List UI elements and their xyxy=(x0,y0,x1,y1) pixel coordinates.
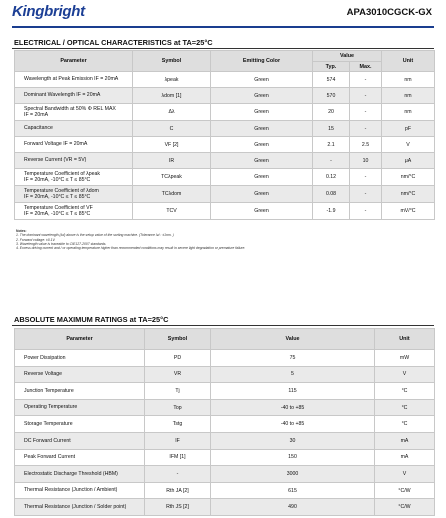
symbol-cell: C xyxy=(133,121,211,137)
parameter-cell: Reverse Voltage xyxy=(15,366,145,383)
emitting-color-cell: Green xyxy=(211,169,313,186)
unit-cell: V xyxy=(375,366,435,383)
parameter-cell: Thermal Resistance (Junction / Solder point) xyxy=(15,499,145,516)
unit-cell: nm xyxy=(382,88,435,104)
table-row xyxy=(15,153,435,169)
table-row xyxy=(15,203,435,220)
col-parameter: Parameter xyxy=(15,51,133,72)
table-row xyxy=(15,366,435,383)
table-row xyxy=(15,72,435,88)
parameter-cell xyxy=(15,88,133,104)
footnote-line: Notes: xyxy=(16,229,27,233)
max-cell: 2.5 xyxy=(350,137,382,153)
unit-cell: mW xyxy=(375,350,435,367)
emitting-color-cell: Green xyxy=(211,137,313,153)
parameter-line: Temperature Coefficient of λpeak xyxy=(24,170,101,177)
emitting-color-cell: Green xyxy=(211,104,313,121)
parameter-line: IF = 20mA, -10°C ≤ T ≤ 85°C xyxy=(24,211,91,217)
typ-cell: 15 xyxy=(313,121,350,137)
table-row xyxy=(15,416,435,433)
header-divider xyxy=(12,26,434,28)
parameter-line: Reverse Current (VR = 5V) xyxy=(24,157,87,164)
parameter-line: Temperature Coefficient of VF xyxy=(24,204,93,211)
unit-cell: nm xyxy=(382,72,435,88)
col-symbol: Symbol xyxy=(145,329,211,350)
unit-cell: pF xyxy=(382,121,435,137)
unit-cell: °C xyxy=(375,416,435,433)
symbol-cell: TCV xyxy=(133,203,211,220)
table-row xyxy=(15,169,435,186)
unit-cell: V xyxy=(375,466,435,483)
unit-cell: nm/°C xyxy=(382,169,435,186)
typ-cell: -1.9 xyxy=(313,203,350,220)
emitting-color-cell: Green xyxy=(211,121,313,137)
typ-cell: 574 xyxy=(313,72,350,88)
unit-cell: nm/°C xyxy=(382,186,435,203)
symbol-cell: IF xyxy=(145,432,211,449)
value-cell: 490 xyxy=(211,499,375,516)
value-cell: 115 xyxy=(211,383,375,400)
value-cell: -40 to +85 xyxy=(211,416,375,433)
parameter-cell: Thermal Resistance (Junction / Ambient) xyxy=(15,482,145,499)
unit-cell: mV/°C xyxy=(382,203,435,220)
col-unit: Unit xyxy=(375,329,435,350)
symbol-cell: VF [2] xyxy=(133,137,211,153)
unit-cell: μA xyxy=(382,153,435,169)
value-cell: 3000 xyxy=(211,466,375,483)
max-cell: - xyxy=(350,169,382,186)
electrical-table xyxy=(14,50,435,220)
typ-cell: - xyxy=(313,153,350,169)
brand-logo: Kingbright xyxy=(12,3,85,20)
symbol-cell: PD xyxy=(145,350,211,367)
value-cell: 5 xyxy=(211,366,375,383)
table-row xyxy=(15,482,435,499)
symbol-cell: TCλdom xyxy=(133,186,211,203)
emitting-color-cell: Green xyxy=(211,186,313,203)
parameter-line: IF = 20mA xyxy=(24,112,49,118)
max-cell: - xyxy=(350,88,382,104)
col-max: Max. xyxy=(350,62,382,72)
col-parameter: Parameter xyxy=(15,329,145,350)
parameter-cell: Junction Temperature xyxy=(15,383,145,400)
footnote-line: 2. Forward voltage: ±0.1V. xyxy=(16,237,56,242)
symbol-cell: VR xyxy=(145,366,211,383)
unit-cell: °C xyxy=(375,383,435,400)
parameter-cell: Electrostatic Discharge Threshold (HBM) xyxy=(15,466,145,483)
symbol-cell: Δλ xyxy=(133,104,211,121)
unit-cell: V xyxy=(382,137,435,153)
footnote-line: 3. Wavelength value is traceable to CIE127-2007 standards. xyxy=(16,241,107,246)
footnotes xyxy=(16,229,245,250)
parameter-cell xyxy=(15,153,133,169)
parameter-line: IF = 20mA, -10°C ≤ T ≤ 85°C xyxy=(24,177,91,183)
footnote-line: 4. Excess driving current and / or operating temperature higher than recommended conditions may result in severe light degradation or premature failure. xyxy=(16,246,246,251)
parameter-line: Temperature Coefficient of λdom xyxy=(24,187,99,194)
value-cell: 30 xyxy=(211,432,375,449)
table-row xyxy=(15,104,435,121)
parameter-cell xyxy=(15,186,133,203)
typ-cell: 0.08 xyxy=(313,186,350,203)
col-value: Value xyxy=(211,329,375,350)
parameter-line: Wavelength at Peak Emission IF = 20mA xyxy=(24,76,119,83)
parameter-cell: Peak Forward Current xyxy=(15,449,145,466)
emitting-color-cell: Green xyxy=(211,153,313,169)
table-row xyxy=(15,432,435,449)
col-symbol: Symbol xyxy=(133,51,211,72)
unit-cell: nm xyxy=(382,104,435,121)
symbol-cell: Rth JS [2] xyxy=(145,499,211,516)
page-header xyxy=(0,0,446,26)
parameter-line: Forward Voltage IF = 20mA xyxy=(24,141,88,148)
emitting-color-cell: Green xyxy=(211,203,313,220)
parameter-line: Spectral Bandwidth at 50% Φ REL MAX xyxy=(24,105,116,112)
parameter-cell: Storage Temperature xyxy=(15,416,145,433)
typ-cell: 2.1 xyxy=(313,137,350,153)
col-value: Value xyxy=(313,51,382,62)
table-row xyxy=(15,466,435,483)
symbol-cell: - xyxy=(145,466,211,483)
unit-cell: °C/W xyxy=(375,499,435,516)
emitting-color-cell: Green xyxy=(211,72,313,88)
table-row xyxy=(15,449,435,466)
absolute-ratings-table xyxy=(14,328,435,516)
value-cell: -40 to +85 xyxy=(211,399,375,416)
value-cell: 150 xyxy=(211,449,375,466)
parameter-cell xyxy=(15,137,133,153)
col-typ: Typ. xyxy=(313,62,350,72)
max-cell: 10 xyxy=(350,153,382,169)
parameter-cell xyxy=(15,169,133,186)
col-unit: Unit xyxy=(382,51,435,72)
table-row xyxy=(15,499,435,516)
parameter-cell: Power Dissipation xyxy=(15,350,145,367)
unit-cell: mA xyxy=(375,449,435,466)
symbol-cell: IR xyxy=(133,153,211,169)
table-row xyxy=(15,88,435,104)
unit-cell: °C xyxy=(375,399,435,416)
table-row xyxy=(15,399,435,416)
max-cell: - xyxy=(350,186,382,203)
table-row xyxy=(15,350,435,367)
table-row xyxy=(15,383,435,400)
parameter-line: Dominant Wavelength IF = 20mA xyxy=(24,92,101,99)
typ-cell: 20 xyxy=(313,104,350,121)
parameter-cell: Operating Temperature xyxy=(15,399,145,416)
parameter-cell xyxy=(15,104,133,121)
symbol-cell: Tstg xyxy=(145,416,211,433)
symbol-cell: TCλpeak xyxy=(133,169,211,186)
table-row xyxy=(15,186,435,203)
max-cell: - xyxy=(350,72,382,88)
symbol-cell: Tj xyxy=(145,383,211,400)
emitting-color-cell: Green xyxy=(211,88,313,104)
table-row xyxy=(15,137,435,153)
value-cell: 615 xyxy=(211,482,375,499)
unit-cell: °C/W xyxy=(375,482,435,499)
absolute-section-title: ABSOLUTE MAXIMUM RATINGS at TA=25°C xyxy=(14,315,169,324)
symbol-cell: Rth JA [2] xyxy=(145,482,211,499)
parameter-line: Capacitance xyxy=(24,125,53,132)
typ-cell: 570 xyxy=(313,88,350,104)
symbol-cell: λdom [1] xyxy=(133,88,211,104)
value-cell: 75 xyxy=(211,350,375,367)
electrical-section-title: ELECTRICAL / OPTICAL CHARACTERISTICS at TA=25°C xyxy=(14,38,213,47)
table-row xyxy=(15,121,435,137)
absolute-title-rule xyxy=(12,325,434,326)
max-cell: - xyxy=(350,104,382,121)
parameter-cell xyxy=(15,121,133,137)
symbol-cell: Top xyxy=(145,399,211,416)
typ-cell: 0.12 xyxy=(313,169,350,186)
electrical-title-rule xyxy=(12,48,434,49)
unit-cell: mA xyxy=(375,432,435,449)
col-emitting-color: Emitting Color xyxy=(211,51,313,72)
parameter-line: IF = 20mA, -10°C ≤ T ≤ 85°C xyxy=(24,194,91,200)
max-cell: - xyxy=(350,203,382,220)
symbol-cell: λpeak xyxy=(133,72,211,88)
parameter-cell xyxy=(15,203,133,220)
symbol-cell: IFM [1] xyxy=(145,449,211,466)
parameter-cell: DC Forward Current xyxy=(15,432,145,449)
max-cell: - xyxy=(350,121,382,137)
part-number: APA3010CGCK-GX xyxy=(346,7,432,18)
footnote-line: 1. The dominant wavelength (λd) above is the setup value of the sorting machine. (Tolerance λd : ±1nm. ) xyxy=(16,233,174,238)
parameter-cell xyxy=(15,72,133,88)
